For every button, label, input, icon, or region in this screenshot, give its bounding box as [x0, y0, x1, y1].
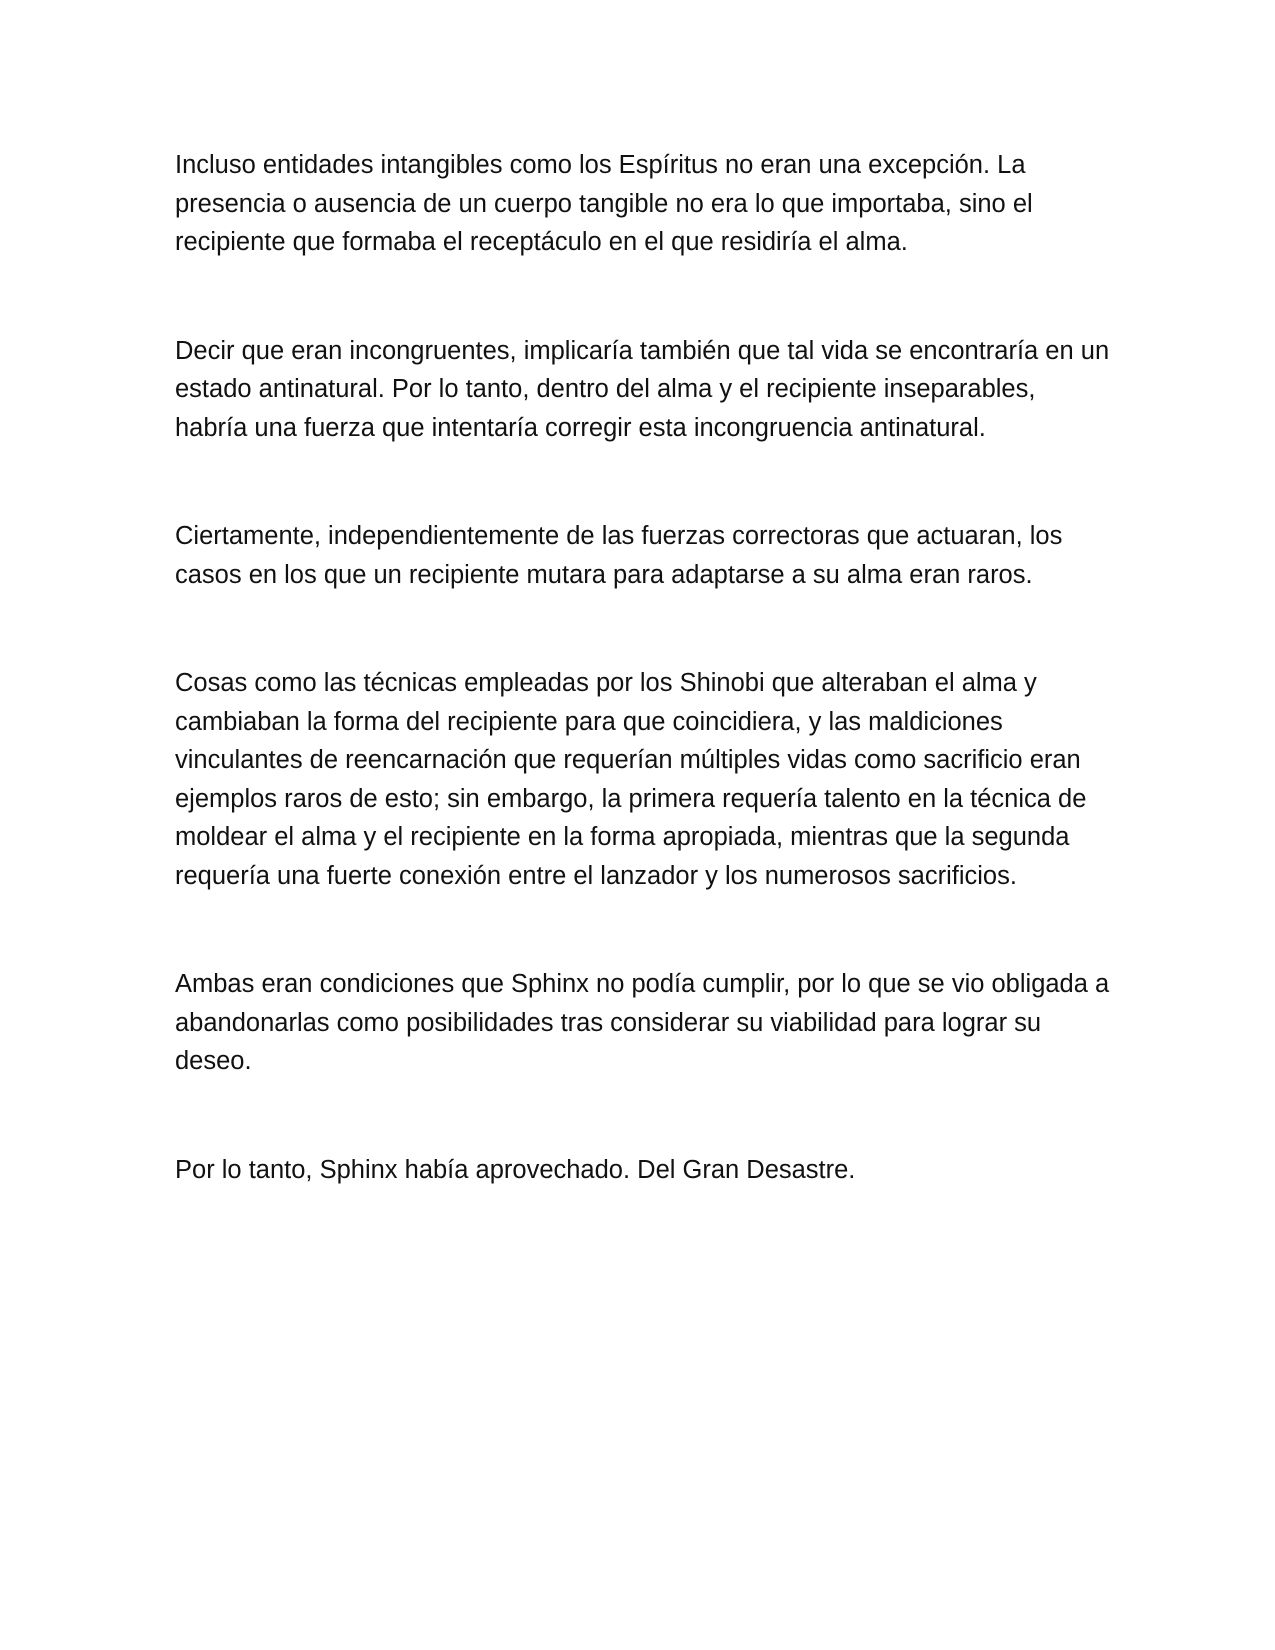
paragraph-1: Incluso entidades intangibles como los Espíritus no eran una excepción. La presencia o ausencia de un cuerpo tangible no era lo que importaba, sino el recipiente que formaba el receptáculo en el que residiría el alma.: [175, 151, 1033, 256]
paragraph-4: Cosas como las técnicas empleadas por los Shinobi que alteraban el alma y cambiaban la forma del recipiente para que coincidiera, y las maldiciones vinculantes de reencarnación que requerían múltiples vidas como sacrificio eran ejemplos raros de esto; sin embargo, la primera requería talento en la técnica de moldear el alma y el recipiente en la forma apropiada, mientras que la segunda requería una fuerte conexión entre el lanzador y los numerosos sacrificios.: [175, 669, 1087, 890]
document-body: [175, 146, 1110, 1189]
paragraph-2: Decir que eran incongruentes, implicaría también que tal vida se encontraría en un estado antinatural. Por lo tanto, dentro del alma y el recipiente inseparables, habría una fuerza que intentaría corregir esta incongruencia antinatural.: [175, 336, 1110, 442]
paragraph-5: Ambas eran condiciones que Sphinx no podía cumplir, por lo que se vio obligada a abandonarlas como posibilidades tras considerar su viabilidad para lograr su deseo.: [175, 970, 1110, 1075]
paragraph-3: Ciertamente, independientemente de las fuerzas correctoras que actuaran, los casos en los que un recipiente mutara para adaptarse a su alma eran raros.: [175, 522, 1063, 589]
paragraph-6: Por lo tanto, Sphinx había aprovechado. Del Gran Desastre.: [175, 1155, 856, 1184]
